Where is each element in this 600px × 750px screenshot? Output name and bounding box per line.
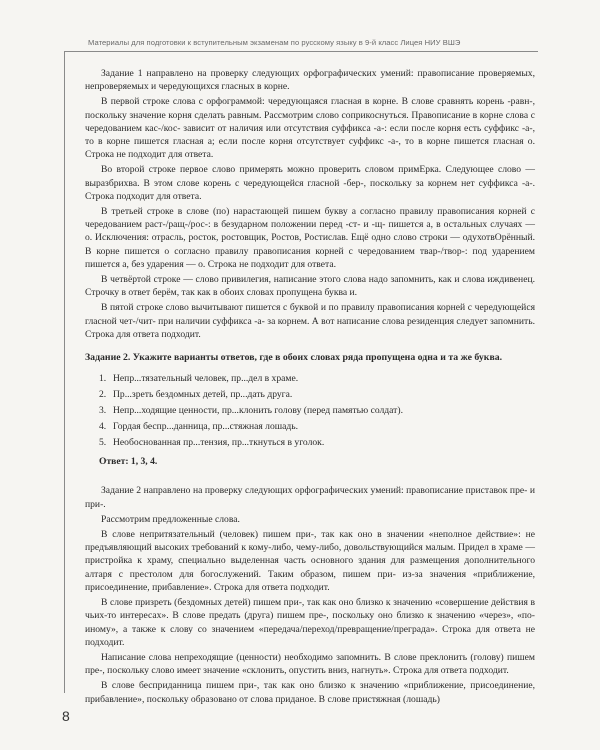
header-rule	[64, 51, 538, 52]
paragraph: Задание 1 направлено на проверку следующих орфографических умений: правописание проверяемых, непроверяемых и чередующихся гласных в корне.	[85, 68, 535, 93]
answer-line: Ответ: 1, 3, 4.	[99, 456, 158, 468]
paragraph: Задание 2 направлено на проверку следующих орфографических умений: правописание приставок пре- и при-.	[85, 485, 535, 510]
option-item: 4. Гордая беспр...данница, пр...стяжная лошадь.	[99, 421, 299, 433]
page-number: 8	[62, 708, 70, 724]
running-header: Материалы для подготовки к вступительным экзаменам по русскому языку в 9-й класс Лицея НИУ ВШЭ	[88, 38, 461, 47]
option-text: Необоснованная пр...тензия, пр...ткнуться в уголок.	[113, 437, 325, 449]
option-item: 5. Необоснованная пр...тензия, пр...ткнуться в уголок.	[99, 437, 325, 449]
option-item: 2. Пр...зреть бездомных детей, пр...дать друга.	[99, 389, 293, 401]
paragraph: В слове бесприданница пишем при-, так как оно близко к значению «приближение, присоединение, прибавление», поскольку образовано от слова приданое. В слове пристяжная (лошадь)	[85, 680, 535, 705]
option-item: 1. Непр...тязательный человек, пр...дел в храме.	[99, 373, 299, 385]
paragraph: Во второй строке первое слово примерять можно проверить словом примЕрка. Следующее слово — выразбрихва. В этом слове корень с чередующейся гласной -бер-, поскольку за корнем нет суффикса -а-. Строка подходит для ответа.	[85, 164, 535, 202]
paragraph: В слове непритязательный (человек) пишем при-, так как оно в значении «неполное действие»: не предъявляющий высоких требований к кому-либо, чему-либо, довольствующийся малым. Придел в храме — пристройка к храму, специально выделенная часть основного здания для размещения дополнительного алтаря с престолом для богослужений. Таким образом, пишем при- из-за значения «приближение, присоединение, прибавление». Строка для ответа подходит.	[85, 529, 535, 593]
margin-rule	[64, 51, 65, 693]
task-heading: Задание 2. Укажите варианты ответов, где в обоих словах ряда пропущена одна и та же буква.	[85, 352, 503, 364]
paragraph: В пятой строке слово вычитывают пишется с буквой и по правилу правописания корней с чередующейся гласной чет-/чит- при наличии суффикса -а- за корнем. А вот написание слова резиденция следует запомнить. Строка для ответа подходит.	[85, 302, 535, 340]
option-text: Гордая беспр...данница, пр...стяжная лошадь.	[113, 421, 299, 433]
paragraph: Написание слова непреходящие (ценности) необходимо запомнить. В слове преклонить (голову) пишем пре-, поскольку слово имеет значение «склонить, опустить вниз, нагнуть». Строка для ответа подходит.	[85, 651, 535, 677]
paragraph: В первой строке слова с орфограммой: чередующаяся гласная в корне. В слове сравнять корень -равн-, поскольку значение корня сделать равным. Рассмотрим слово соприкоснуться. Правописание в корне слова с чередованием кас-/кос- зависит от наличия или отсутствия суффикса -а-: если после корня есть суффикс -а-, то в корне пишется гласная а; если после корня отсутствует суффикс -а-, то в корне пишется гласная о. Строка не подходит для ответа.	[85, 96, 535, 161]
paragraph: В третьей строке в слове (по) нарастающей пишем букву а согласно правилу правописания корней с чередованием раст-/ращ-/рос-: в безударном положении перед -ст- и -щ- пишется а, в остальных случаях — о. Исключения: отрасль, росток, ростовщик, Ростов, Ростислав. Ещё одно слово строки — одухотвОрённый. В корне пишется о согласно правилу правописания корней с чередованием твар-/твор-: под ударением пишется а, без ударения — о. Строка не подходит для ответа.	[85, 206, 535, 270]
option-text: Непр...ходящие ценности, пр...клонить голову (перед памятью солдат).	[113, 405, 403, 417]
option-item: 3. Непр...ходящие ценности, пр...клонить голову (перед памятью солдат).	[99, 405, 403, 417]
option-text: Пр...зреть бездомных детей, пр...дать друга.	[113, 389, 293, 401]
paragraph: Рассмотрим предложенные слова.	[101, 513, 240, 525]
body-text	[85, 67, 535, 708]
paragraph: В слове призреть (бездомных детей) пишем при-, так как оно близко к значению «совершение действия в чьих-то интересах». В слове предать (друга) пишем пре-, поскольку оно близко к значению «через», «по-иному», а также к слову со значением «передача/переход/превращение/преграда». Строка для ответа не подходит.	[85, 597, 535, 648]
option-text: Непр...тязательный человек, пр...дел в храме.	[113, 373, 299, 385]
options-list	[85, 373, 535, 449]
paragraph: В четвёртой строке — слово привилегия, написание этого слова надо запомнить, как и слова иждивенец. Строчку в ответ берём, так как в обоих словах пропущена буква и.	[85, 274, 535, 299]
